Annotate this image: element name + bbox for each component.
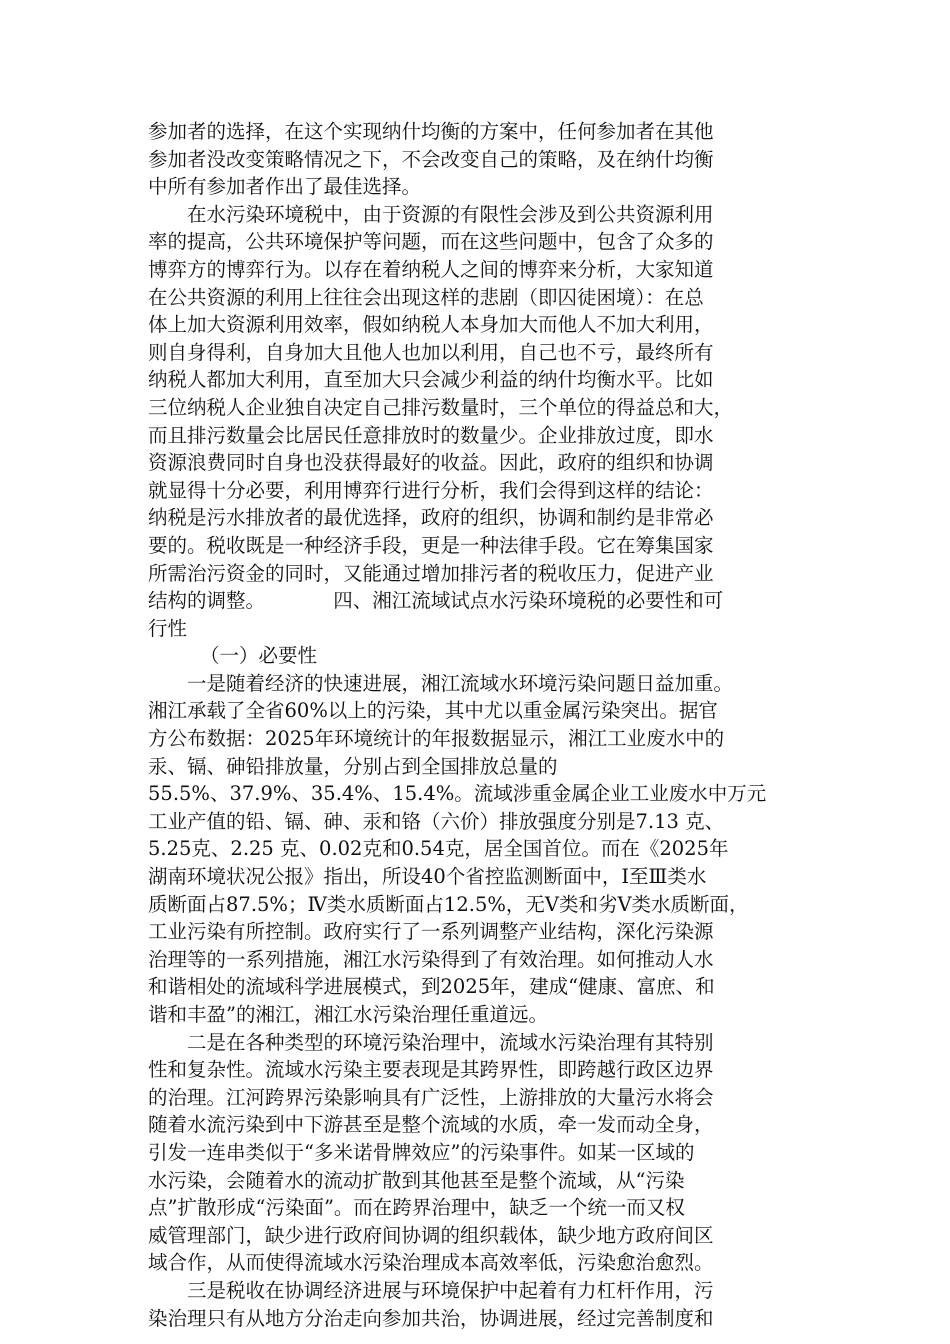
text-line: 结构的调整。 四、湘江流域试点水污染环境税的必要性和可 bbox=[148, 589, 724, 613]
text-line: 中所有参加者作出了最佳选择。 bbox=[148, 175, 422, 199]
document-body bbox=[148, 118, 808, 1332]
text-line: 湘江承载了全省60%以上的污染，其中尤以重金属污染突出。据官 bbox=[148, 699, 718, 723]
text-line: 湖南环境状况公报》指出，所设40个省控监测断面中，Ⅰ至Ⅲ类水 bbox=[148, 865, 707, 889]
text-line: 治理等的一系列措施，湘江水污染得到了有效治理。如何推动人水 bbox=[148, 947, 714, 971]
text-line: 纳税人都加大利用，直至加大只会减少利益的纳什均衡水平。比如 bbox=[148, 368, 714, 392]
section-heading: （一）必要性 bbox=[200, 644, 318, 668]
text-line: 资源浪费同时自身也没获得最好的收益。因此，政府的组织和协调 bbox=[148, 451, 714, 475]
text-line: 水污染，会随着水的流动扩散到其他甚至是整个流域，从“污染 bbox=[148, 1168, 685, 1192]
text-line: 博弈方的博弈行为。以存在着纳税人之间的博弈来分析，大家知道 bbox=[148, 257, 714, 281]
text-line: 威管理部门，缺少进行政府间协调的组织载体，缺少地方政府间区 bbox=[148, 1223, 714, 1247]
text-line: 所需治污资金的同时，又能通过增加排污者的税收压力，促进产业 bbox=[148, 561, 714, 585]
text-line: 5.25克、2.25 克、0.02克和0.54克，居全国首位。而在《2025年 bbox=[148, 837, 729, 861]
text-line: 工业产值的铅、镉、砷、汞和铬（六价）排放强度分别是7.13 克、 bbox=[148, 809, 725, 833]
text-line: 率的提高，公共环境保护等问题，而在这些问题中，包含了众多的 bbox=[148, 230, 714, 254]
text-line: 的治理。江河跨界污染影响具有广泛性，上游排放的大量污水将会 bbox=[148, 1085, 714, 1109]
text-line: 则自身得利，自身加大且他人也加以利用，自己也不亏，最终所有 bbox=[148, 340, 714, 364]
text-line: 参加者没改变策略情况之下，不会改变自己的策略，及在纳什均衡 bbox=[148, 147, 714, 171]
text-line: 纳税是污水排放者的最优选择，政府的组织，协调和制约是非常必 bbox=[148, 506, 714, 530]
text-line: 性和复杂性。流域水污染主要表现是其跨界性，即跨越行政区边界 bbox=[148, 1058, 714, 1082]
paragraph-first-line: 在水污染环境税中，由于资源的有限性会涉及到公共资源利用 bbox=[187, 202, 714, 226]
text-line: 引发一连串类似于“多米诺骨牌效应”的污染事件。如某一区域的 bbox=[148, 1140, 695, 1164]
text-line: 55.5%、37.9%、35.4%、15.4%。流域涉重金属企业工业废水中万元 bbox=[148, 782, 767, 806]
text-line: 工业污染有所控制。政府实行了一系列调整产业结构，深化污染源 bbox=[148, 920, 714, 944]
text-line: 谐和丰盈”的湘江，湘江水污染治理任重道远。 bbox=[148, 1003, 548, 1026]
text-line: 而且排污数量会比居民任意排放时的数量少。企业排放过度，即水 bbox=[148, 423, 714, 447]
paragraph-first-line: 三是税收在协调经济进展与环境保护中起着有力杠杆作用，污 bbox=[187, 1278, 714, 1302]
text-line: 点”扩散形成“污染面”。而在跨界治理中，缺乏一个统一而又权 bbox=[148, 1196, 685, 1220]
text-line: 质断面占87.5%；Ⅳ类水质断面占12.5%，无Ⅴ类和劣Ⅴ类水质断面， bbox=[148, 892, 749, 916]
text-line: 汞、镉、砷铅排放量，分别占到全国排放总量的 bbox=[148, 754, 558, 778]
text-line: 参加者的选择，在这个实现纳什均衡的方案中，任何参加者在其他 bbox=[148, 120, 714, 143]
text-line: 要的。税收既是一种经济手段，更是一种法律手段。它在筹集国家 bbox=[148, 533, 714, 557]
paragraph-first-line: 一是随着经济的快速进展，湘江流域水环境污染问题日益加重。 bbox=[187, 671, 734, 695]
text-line: 染治理只有从地方分治走向参加共治，协调进展，经过完善制度和 bbox=[148, 1306, 714, 1330]
text-line: 和谐相处的流域科学进展模式，到2025年，建成“健康、富庶、和 bbox=[148, 975, 715, 999]
paragraph-first-line: 二是在各种类型的环境污染治理中，流域水污染治理有其特别 bbox=[187, 1030, 714, 1054]
text-line: 三位纳税人企业独自决定自己排污数量时，三个单位的得益总和大， bbox=[148, 395, 734, 419]
text-line: 在公共资源的利用上往往会出现这样的悲剧（即囚徒困境）：在总 bbox=[148, 285, 704, 309]
text-line: 方公布数据：2025年环境统计的年报数据显示，湘江工业废水中的 bbox=[148, 727, 725, 751]
text-line: 行性 bbox=[148, 616, 188, 640]
text-line: 域合作，从而使得流域水污染治理成本高效率低，污染愈治愈烈。 bbox=[148, 1251, 714, 1275]
text-line: 随着水流污染到中下游甚至是整个流域的水质，牵一发而动全身， bbox=[148, 1113, 714, 1137]
text-line: 就显得十分必要，利用博弈行进行分析，我们会得到这样的结论： bbox=[148, 478, 714, 502]
text-line: 体上加大资源利用效率，假如纳税人本身加大而他人不加大利用， bbox=[148, 313, 714, 337]
